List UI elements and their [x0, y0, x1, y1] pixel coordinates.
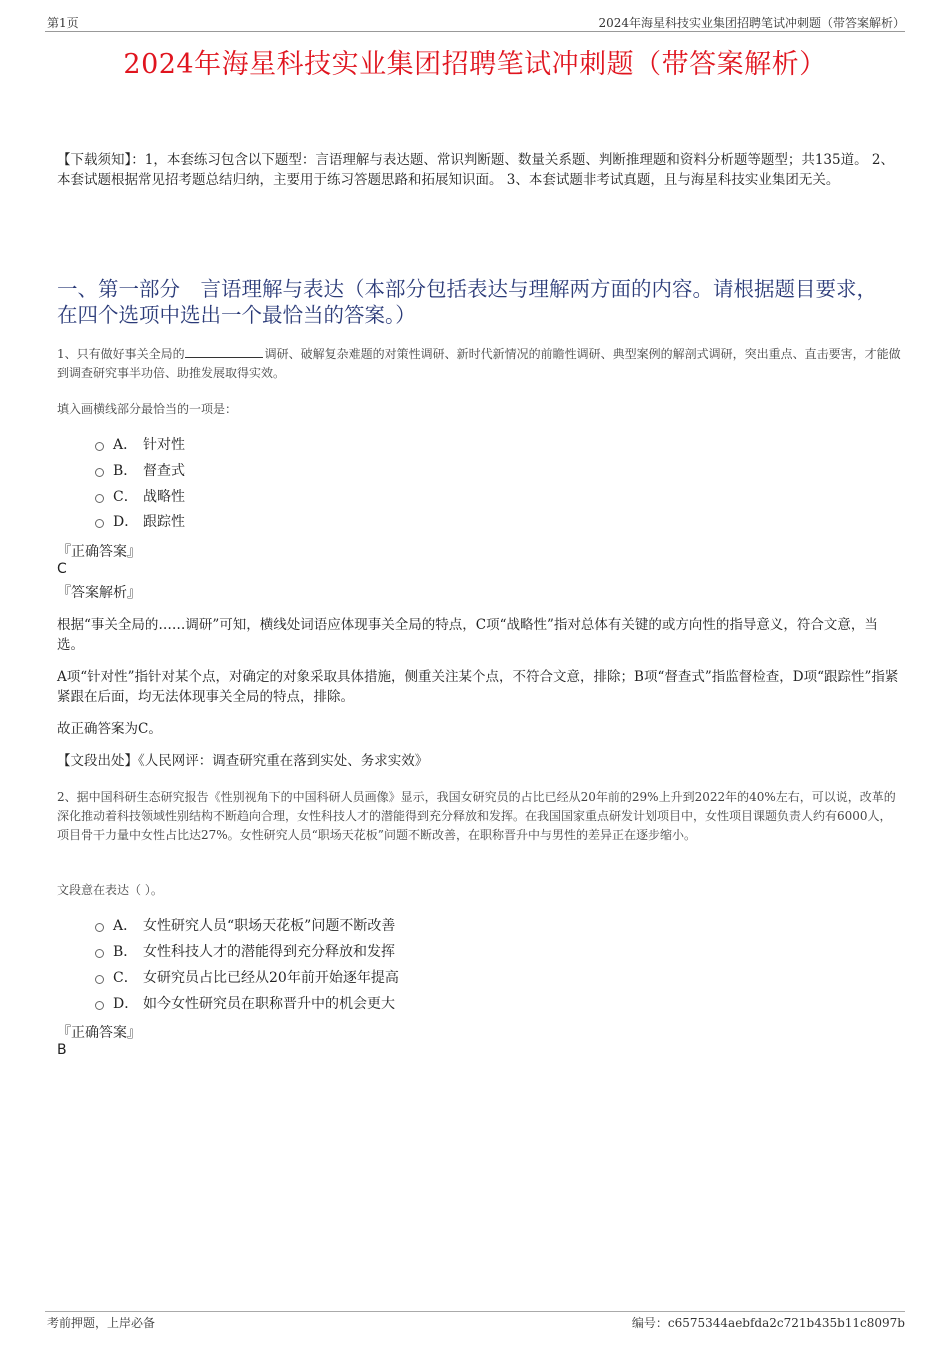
radio-icon[interactable] [95, 949, 104, 958]
option-letter: A． [113, 437, 138, 453]
section-heading: 一、第一部分 言语理解与表达（本部分包括表达与理解两方面的内容。请根据题目要求，在四个选项中选出一个最恰当的答案。） [57, 277, 877, 327]
answer-label: 『正确答案』 [57, 1025, 141, 1041]
option-text: 女研究员占比已经从20年前开始逐年提高 [143, 970, 399, 986]
answer-value: C [57, 561, 67, 577]
question-1-text-before: 1、只有做好事关全局的 [57, 347, 185, 361]
source-citation: 【文段出处】《人民网评：调查研究重在落到实处、务求实效》 [57, 753, 429, 769]
footer-slogan: 考前押题，上岸必备 [47, 1316, 156, 1330]
answer-label: 『正确答案』 [57, 544, 141, 560]
option-text: 针对性 [143, 437, 185, 453]
analysis-paragraph-3: 故正确答案为C。 [57, 721, 162, 737]
option-letter: D． [113, 514, 139, 530]
question-2-option-b[interactable] [95, 942, 395, 962]
question-1-option-b[interactable] [95, 461, 185, 481]
page-number: 第1页 [47, 16, 79, 30]
question-1-option-d[interactable] [95, 512, 185, 532]
question-2-text: 2、据中国科研生态研究报告《性别视角下的中国科研人员画像》显示，我国女研究员的占比已经从20年前的29%上升到2022年的40%左右，可以说，改革的深化推动着科技领域性别结构不断趋向合理，女性科技人才的潜能得到充分释放和发挥。在我国国家重点研发计划项目中，女性项目课题负责人约有6000人，项目骨干力量中女性占比达27%。女性研究人员“职场天花板”问题不断改善，在职称晋升中与男性的差异正在逐步缩小。 [57, 790, 896, 842]
header-divider [45, 31, 905, 32]
question-1-option-a[interactable] [95, 435, 185, 455]
option-text: 跟踪性 [143, 514, 185, 530]
option-text: 战略性 [143, 489, 185, 505]
question-1-option-c[interactable] [95, 487, 185, 507]
footer-serial-number: 编号：c6575344aebfda2c721b435b11c8097b [631, 1316, 905, 1330]
option-text: 女性研究人员“职场天花板”问题不断改善 [143, 918, 396, 934]
page-title: 2024年海星科技实业集团招聘笔试冲刺题（带答案解析） [123, 49, 827, 80]
radio-icon[interactable] [95, 468, 104, 477]
radio-icon[interactable] [95, 1001, 104, 1010]
option-letter: C． [113, 970, 138, 986]
question-1-prompt: 填入画横线部分最恰当的一项是： [57, 402, 238, 416]
option-letter: B． [113, 944, 138, 960]
radio-icon[interactable] [95, 494, 104, 503]
option-text: 督查式 [143, 463, 185, 479]
radio-icon[interactable] [95, 519, 104, 528]
analysis-paragraph-2: A项“针对性”指针对某个点，对确定的对象采取具体措施，侧重关注某个点，不符合文意，排除；B项“督查式”指监督检查，D项“跟踪性”指紧紧跟在后面，均无法体现事关全局的特点，排除。 [57, 669, 899, 705]
option-letter: C． [113, 489, 138, 505]
running-header-title: 2024年海星科技实业集团招聘笔试冲刺题（带答案解析） [598, 16, 905, 30]
question-2-prompt: 文段意在表达（ ）。 [57, 883, 163, 897]
question-1-text-after: 调研、破解复杂难题的对策性调研、新时代新情况的前瞻性调研、典型案例的解剖式调研，突出重点、直击要害，才能做到调查研究事半功倍、助推发展取得实效。 [57, 347, 901, 380]
option-text: 女性科技人才的潜能得到充分释放和发挥 [143, 944, 395, 960]
option-letter: D． [113, 996, 139, 1012]
analysis-label: 『答案解析』 [57, 585, 141, 601]
answer-value: B [57, 1042, 67, 1058]
option-text: 如今女性研究员在职称晋升中的机会更大 [143, 996, 395, 1012]
question-1-text [57, 345, 902, 383]
radio-icon[interactable] [95, 923, 104, 932]
question-2-option-d[interactable] [95, 994, 395, 1014]
radio-icon[interactable] [95, 975, 104, 984]
fill-in-blank [185, 345, 263, 358]
question-2-option-c[interactable] [95, 968, 399, 988]
analysis-paragraph-1: 根据“事关全局的……调研”可知，横线处词语应体现事关全局的特点，C项“战略性”指对总体有关键的或方向性的指导意义，符合文意，当选。 [57, 617, 878, 653]
option-letter: A． [113, 918, 138, 934]
option-letter: B． [113, 463, 138, 479]
download-notice: 【下载须知】：1，本套练习包含以下题型：言语理解与表达题、常识判断题、数量关系题、判断推理题和资料分析题等题型；共135道。 2、本套试题根据常见招考题总结归纳，主要用于练习答题思路和拓展知识面。 3、本套试题非考试真题，且与海星科技实业集团无关。 [57, 152, 894, 188]
question-2-option-a[interactable] [95, 916, 395, 936]
radio-icon[interactable] [95, 442, 104, 451]
footer-divider [45, 1311, 905, 1312]
